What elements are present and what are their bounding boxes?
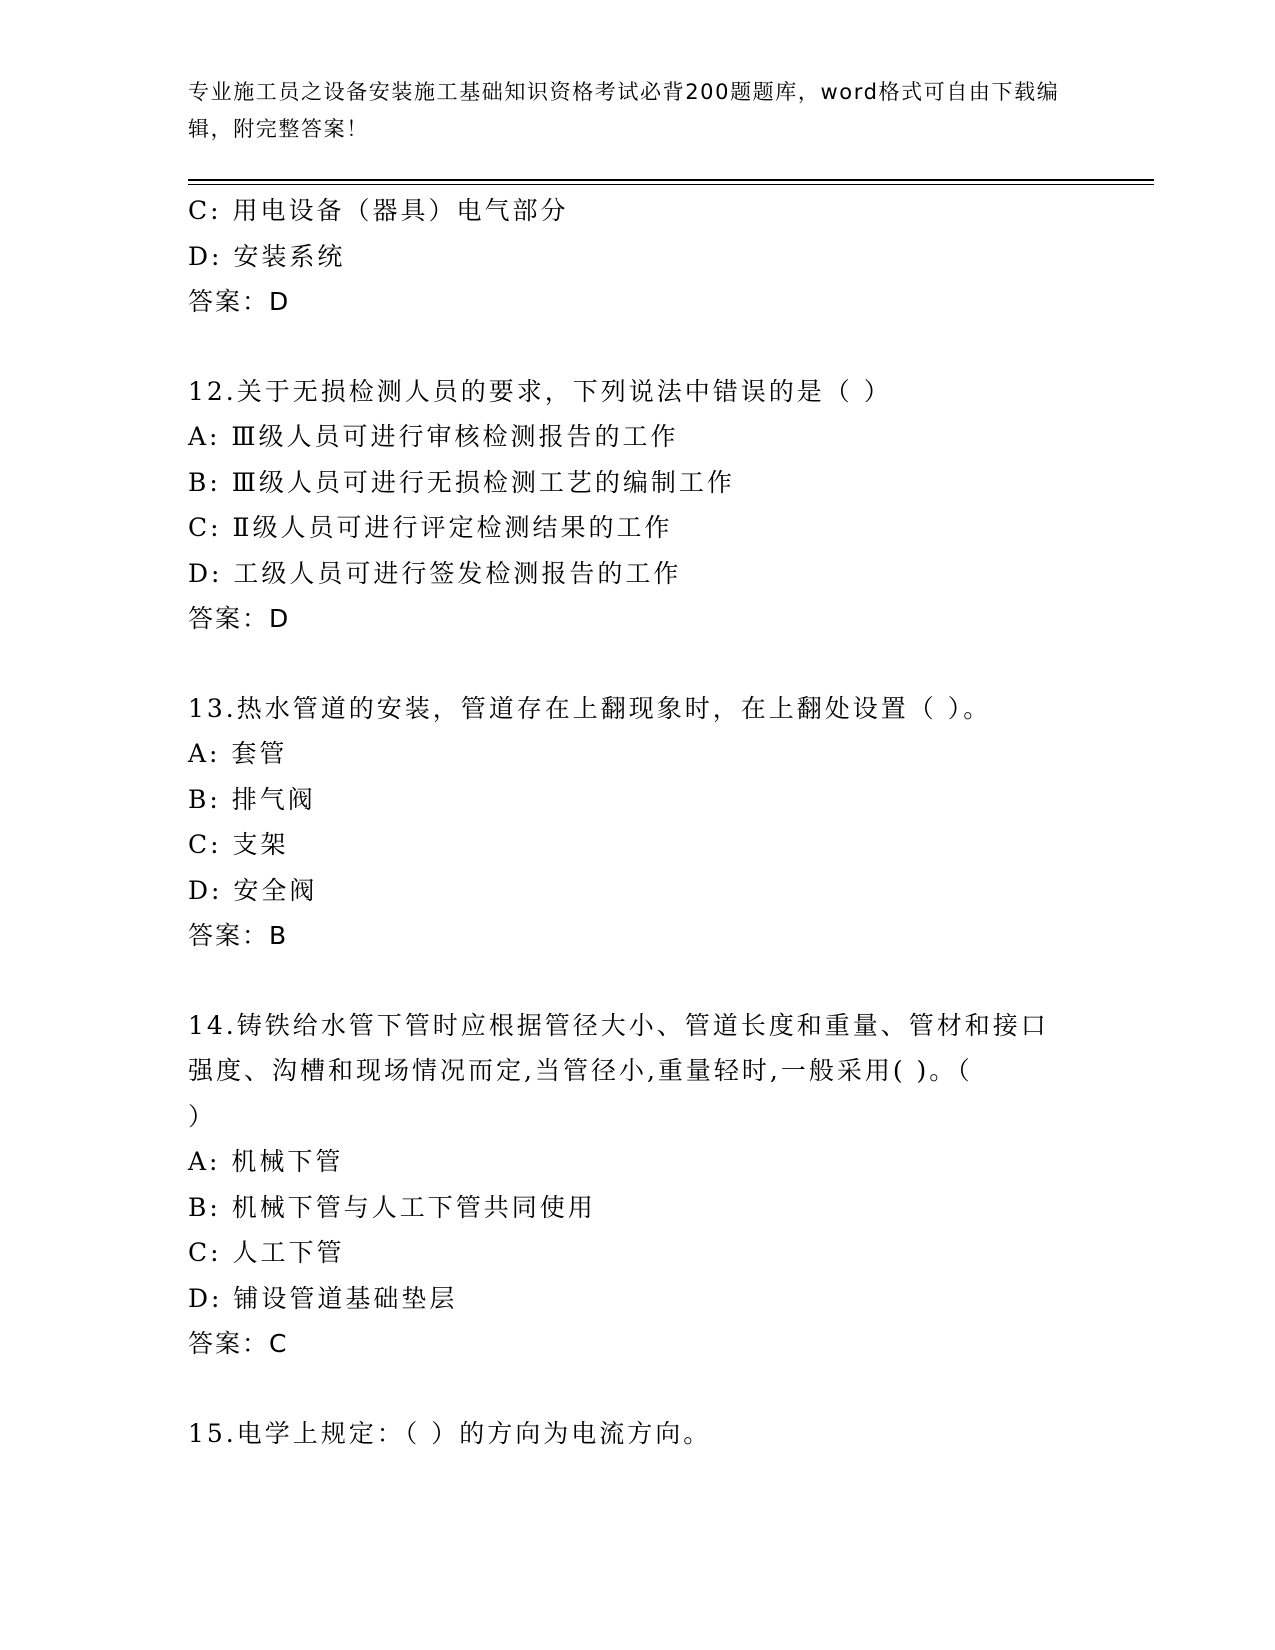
option-c: C: 用电设备（器具）电气部分: [188, 196, 569, 225]
option-a: A: 套管: [188, 739, 288, 768]
option-c: C: 人工下管: [188, 1238, 345, 1267]
document-header: [188, 74, 1088, 148]
answer: 答案：C: [188, 1329, 289, 1358]
spacer: [188, 1367, 1088, 1411]
question-stem-line-2: 强度、沟槽和现场情况而定,当管径小,重量轻时,一般采用( )。（: [188, 1056, 973, 1085]
option-d: D: 铺设管道基础垫层: [188, 1283, 458, 1313]
answer: 答案：D: [188, 604, 291, 633]
spacer: [188, 959, 1088, 1003]
option-b: B: 机械下管与人工下管共同使用: [188, 1192, 596, 1222]
option-c: C: 支架: [188, 830, 289, 859]
question-stem-line-3: ）: [188, 1101, 217, 1131]
option-b: B: Ⅲ级人员可进行无损检测工艺的编制工作: [188, 467, 735, 497]
header-rule-thin: [188, 184, 1154, 185]
option-d: D: 安全阀: [188, 875, 318, 905]
option-d: D: 安装系统: [188, 241, 346, 271]
header-rule-thick: [188, 179, 1154, 181]
spacer: [188, 642, 1088, 686]
option-a: A: Ⅲ级人员可进行审核检测报告的工作: [188, 422, 679, 451]
spacer: [188, 325, 1088, 369]
question-15: [188, 1411, 1088, 1457]
option-d: D: 工级人员可进行签发检测报告的工作: [188, 558, 682, 588]
option-c: C: Ⅱ级人员可进行评定检测结果的工作: [188, 513, 673, 542]
question-12: [188, 369, 1088, 642]
question-stem-line-1: 14.铸铁给水管下管时应根据管径大小、管道长度和重量、管材和接口: [188, 1010, 1049, 1040]
question-list: [188, 188, 1088, 1456]
question-stem: 13.热水管道的安装，管道存在上翻现象时，在上翻处设置（ ）。: [188, 693, 992, 723]
option-b: B: 排气阀: [188, 784, 316, 814]
question-11-continued: [188, 188, 1088, 325]
answer: 答案：D: [188, 287, 291, 316]
question-14: [188, 1003, 1088, 1367]
answer: 答案：B: [188, 921, 289, 950]
question-stem: 12.关于无损检测人员的要求，下列说法中错误的是（ ）: [188, 376, 892, 406]
question-stem: 15.电学上规定：（ ）的方向为电流方向。: [188, 1418, 712, 1448]
question-13: [188, 686, 1088, 959]
header-title: 专业施工员之设备安装施工基础知识资格考试必背200题题库，word格式可自由下载编辑，附完整答案！: [188, 80, 1060, 141]
option-a: A: 机械下管: [188, 1147, 344, 1176]
